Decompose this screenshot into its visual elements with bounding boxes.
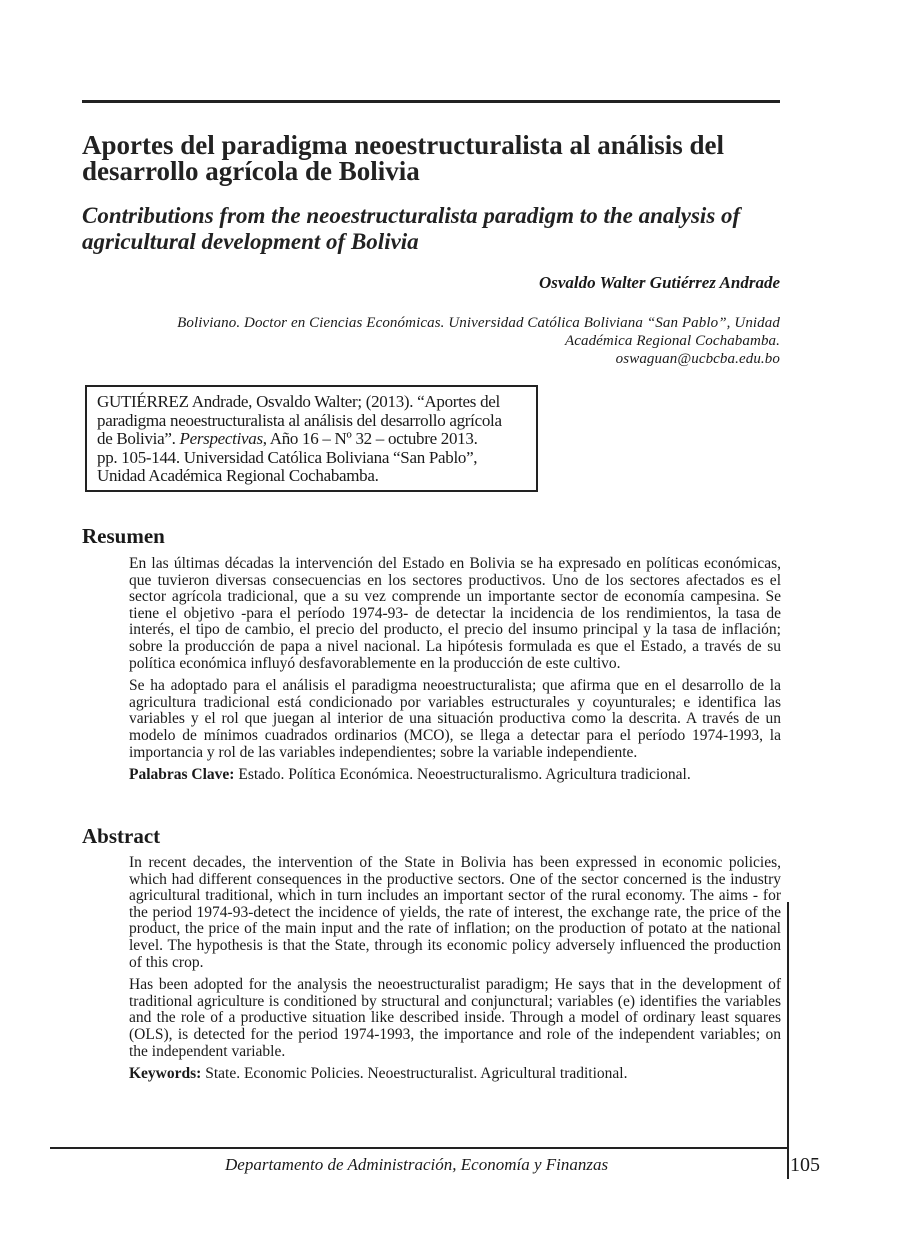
- footer-rule: [50, 1147, 788, 1149]
- abstract-body: [129, 855, 781, 1089]
- page-number: 105: [790, 1154, 820, 1176]
- citation-box: [85, 385, 538, 492]
- article-title: Aportes del paradigma neoestructuralista al análisis del desarrollo agrícola de Bolivia: [82, 130, 724, 186]
- keywords: [129, 1066, 781, 1083]
- abstract-paragraph: Has been adopted for the analysis the neoestructuralist paradigm; He says that in the development of traditional agriculture is conditioned by structural and conjunctural; variables (e) identifies the variables and the role of a productive situation like described inside. Through a model of ordinary least squares (OLS), is detected for the period 1974-1993, the importance and role of the independent variables; on the independent variable.: [129, 976, 781, 1060]
- citation-line: pp. 105-144. Universidad Católica Boliviana “San Pablo”,: [97, 447, 478, 467]
- citation-text: , Año 16 – Nº 32 – octubre 2013.: [262, 429, 478, 448]
- affiliation-line: Académica Regional Cochabamba.: [564, 333, 780, 349]
- keywords-text: Estado. Política Económica. Neoestructuralismo. Agricultura tradicional.: [234, 766, 691, 784]
- palabras-clave: [129, 767, 781, 784]
- abstract-heading: Abstract: [82, 824, 161, 848]
- author-email: oswaguan@ucbcba.edu.bo: [615, 351, 780, 367]
- affiliation-line: Boliviano. Doctor en Ciencias Económicas. Universidad Católica Boliviana “San Pablo”, Unidad: [177, 315, 780, 331]
- footer-department: Departamento de Administración, Economía y Finanzas: [225, 1155, 609, 1174]
- article-subtitle: Contributions from the neoestructuralista paradigm to the analysis of agricultural development of Bolivia: [82, 203, 741, 254]
- resumen-paragraph: En las últimas décadas la intervención del Estado en Bolivia se ha expresado en políticas económicas, que tuvieron diversas consecuencias en los sectores productivos. Uno de los sectores afectados es el sector agrícola tradicional, que a su vez comprende un importante sector de economía campesina. Se tiene el objetivo -para el período 1974-93- de detectar la incidencia de los rendimientos, la tasa de interés, el tipo de cambio, el precio del producto, el precio del insumo principal y la tasa de inflación; sobre la producción de papa a nivel nacional. La hipótesis formulada es que el Estado, a través de su política económica influyó desfavorablemente en la producción de este cultivo.: [129, 555, 781, 672]
- citation-text: de Bolivia”.: [97, 429, 180, 448]
- citation-line: paradigma neoestructuralista al análisis del desarrollo agrícola: [97, 410, 502, 430]
- keywords-label: Keywords:: [129, 1065, 202, 1083]
- resumen-body: [129, 556, 781, 790]
- citation-line: GUTIÉRREZ Andrade, Osvaldo Walter; (2013). “Aportes del: [97, 392, 500, 411]
- citation-line: [97, 430, 526, 449]
- abstract-paragraph: In recent decades, the intervention of the State in Bolivia has been expressed in economic policies, which had different consequences in the productive sectors. One of the sector concerned is the industry agricultural traditional, which in turn includes an important sector of the rural economy. The aims - for the period 1974-93-detect the incidence of yields, the rate of interest, the exchange rate, the price of the product, the price of the main input and the rate of inflation; on the production of potato at the national level. The hypothesis is that the State, through its economic policy adversely influenced the production of this crop.: [129, 854, 781, 971]
- top-rule: [82, 100, 780, 103]
- author-name: Osvaldo Walter Gutiérrez Andrade: [538, 273, 780, 292]
- resumen-paragraph: Se ha adoptado para el análisis el paradigma neoestructuralista; que afirma que en el desarrollo de la agricultura tradicional está condicionado por variables estructurales y coyunturales; e identifica las variables y el rol que juegan al interior de una situación productiva como la descrita. A través de un modelo de mínimos cuadrados ordinarios (MCO), se llega a detectar para el período 1974-1993, la importancia y rol de las variables independientes; sobre la variable independiente.: [129, 677, 781, 761]
- margin-vertical-rule: [787, 902, 789, 1179]
- citation-line: Unidad Académica Regional Cochabamba.: [97, 466, 379, 485]
- journal-name: Perspectivas: [179, 429, 263, 448]
- resumen-heading: Resumen: [82, 524, 165, 548]
- keywords-text: State. Economic Policies. Neoestructuralist. Agricultural traditional.: [201, 1065, 628, 1083]
- keywords-label: Palabras Clave:: [129, 766, 235, 784]
- author-affiliation: [100, 314, 780, 368]
